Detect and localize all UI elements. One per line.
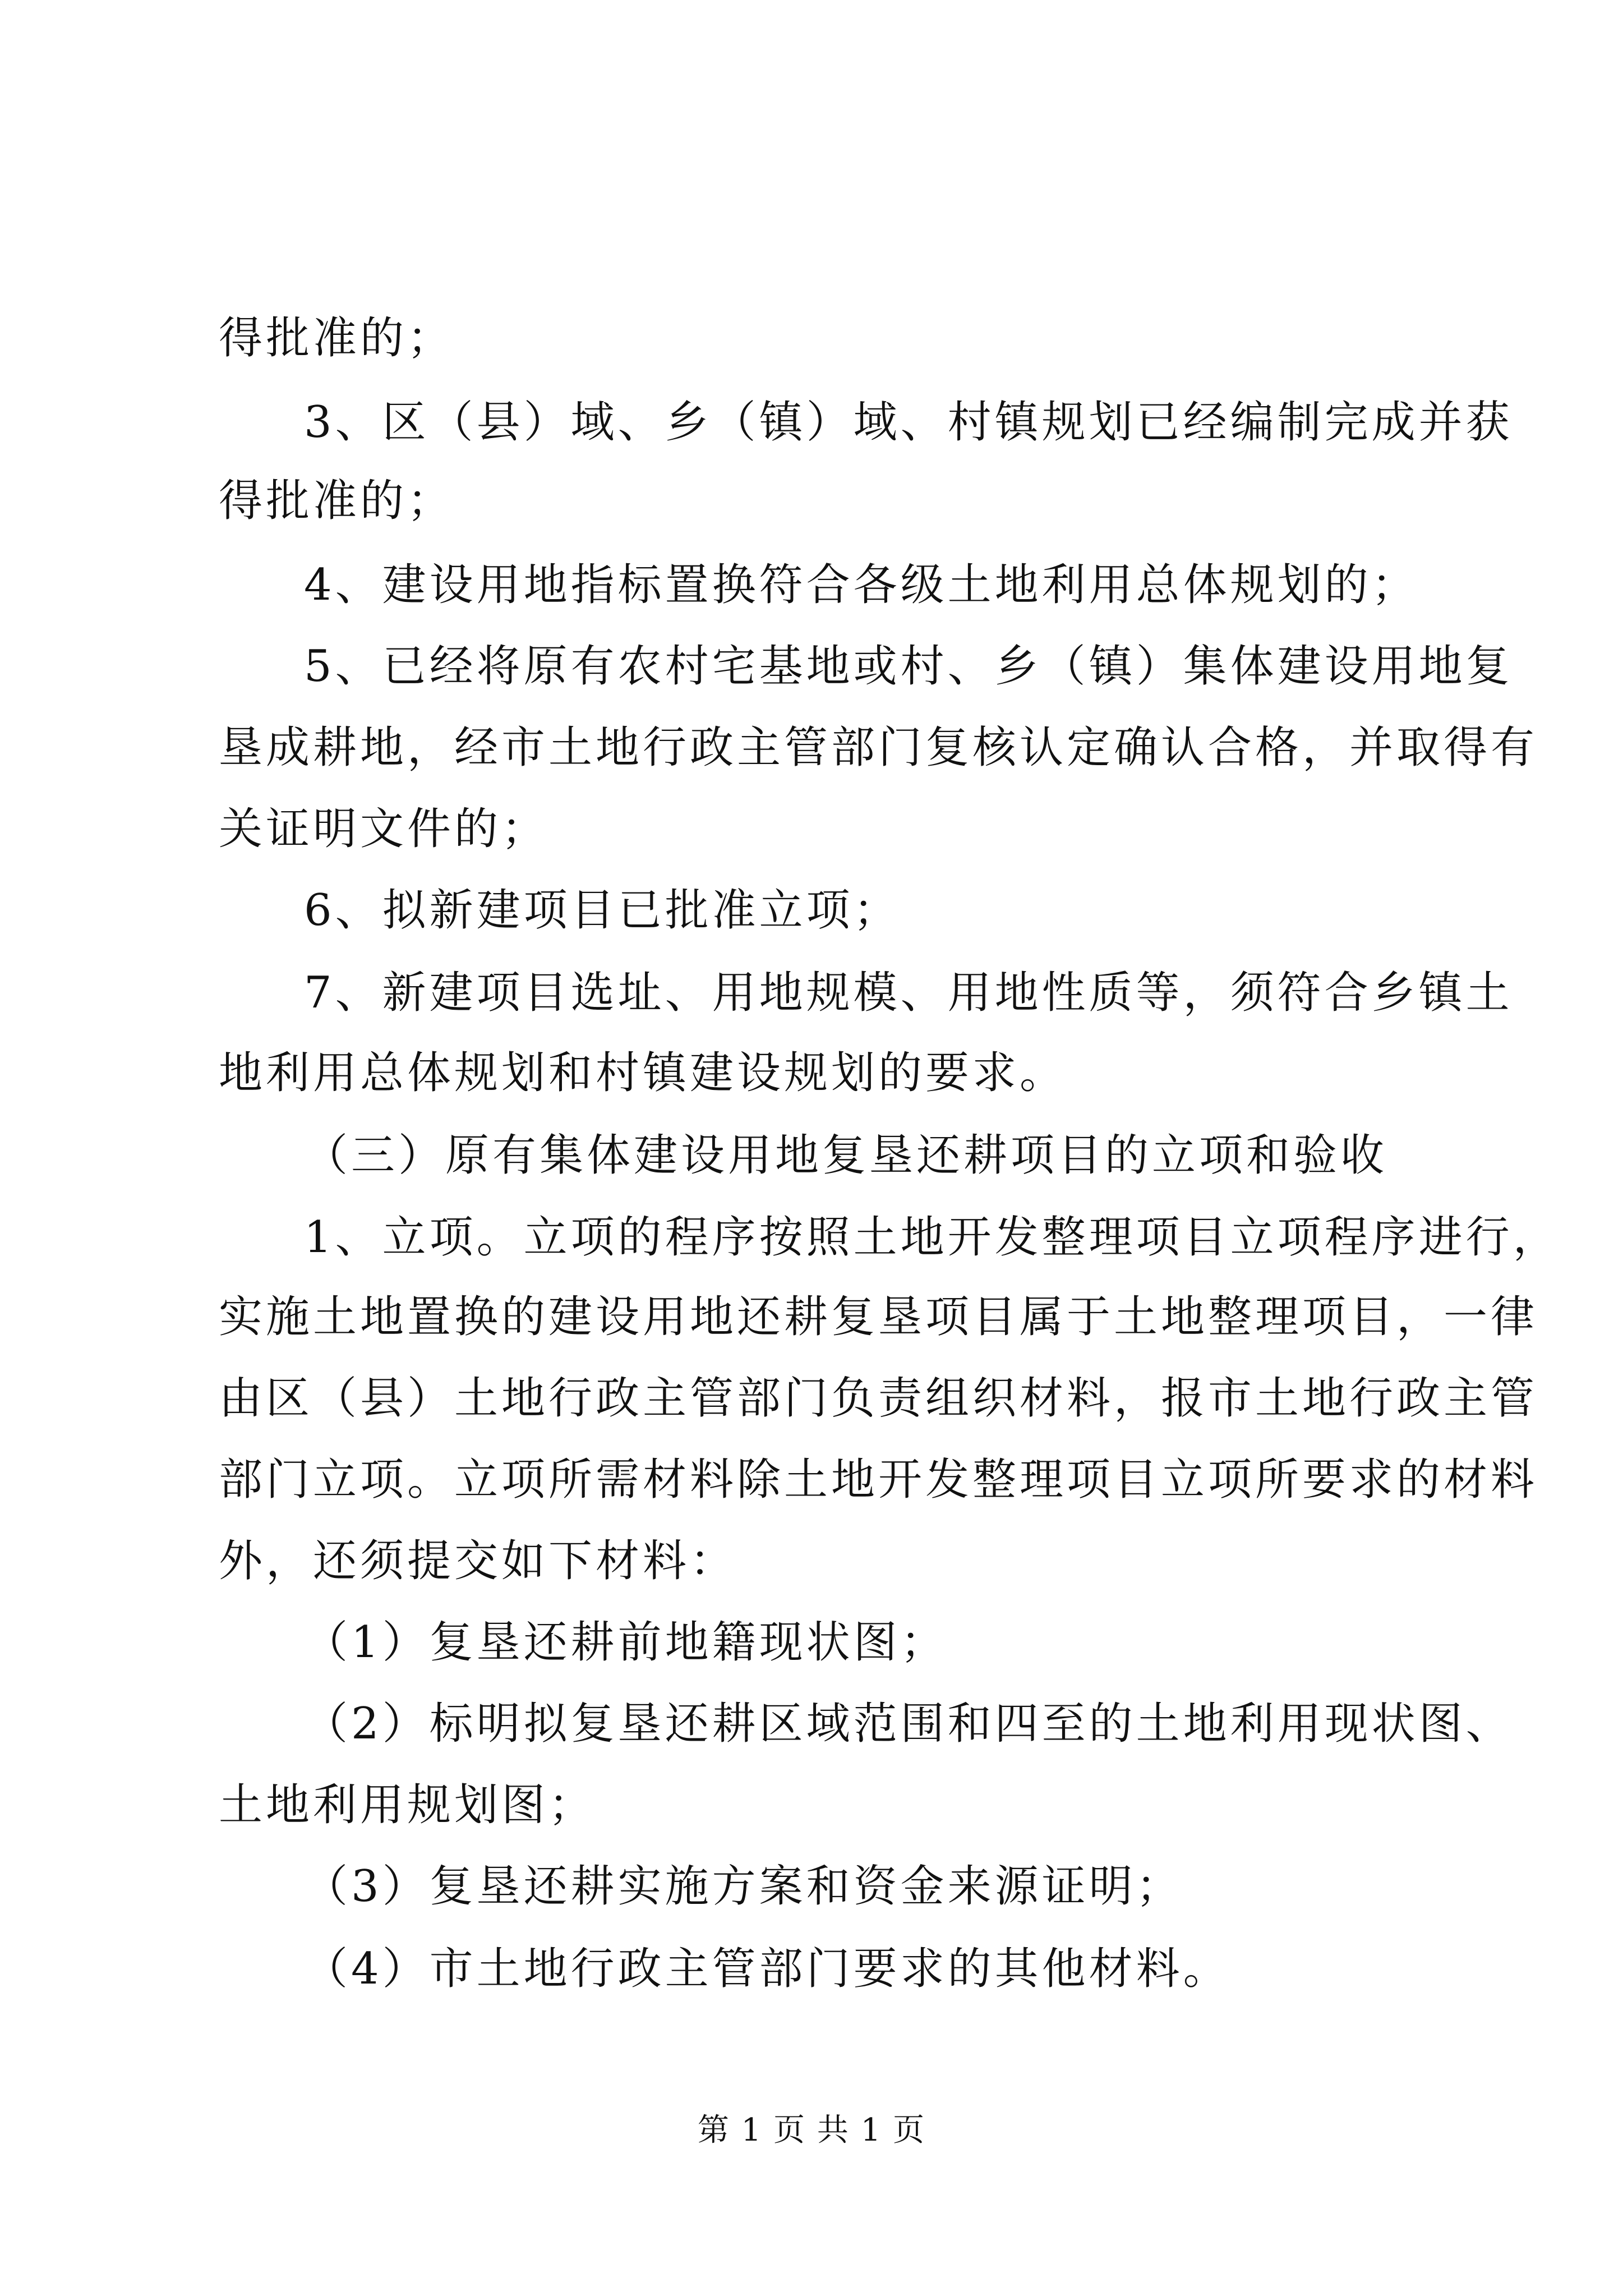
list-item: （3）复垦还耕实施方案和资金来源证明； (304, 1861, 1183, 1912)
text-line: 得批准的； (219, 313, 455, 364)
text-line: 外，还须提交如下材料： (219, 1536, 737, 1586)
text-line: 由区（县）土地行政主管部门负责组织材料，报市土地行政主管 (219, 1373, 1538, 1424)
text-line: 1、立项。立项的程序按照土地开发整理项目立项程序进行， (304, 1212, 1560, 1263)
text-line: 关证明文件的； (219, 804, 549, 854)
list-item: （2）标明拟复垦还耕区域范围和四至的土地利用现状图、 (304, 1699, 1513, 1749)
text-line: 土地利用规划图； (219, 1780, 596, 1830)
text-line: 地利用总体规划和村镇建设规划的要求。 (219, 1048, 1067, 1098)
text-line: 实施土地置换的建设用地还耕复垦项目属于土地整理项目，一律 (219, 1292, 1538, 1342)
text-line: 7、新建项目选址、用地规模、用地性质等，须符合乡镇土 (304, 968, 1513, 1018)
page-footer: 第 1 页 共 1 页 (697, 2112, 926, 2148)
text-line: 部门立项。立项所需材料除土地开发整理项目立项所要求的材料 (219, 1455, 1538, 1505)
text-line: 6、拟新建项目已批准立项； (304, 885, 901, 936)
list-item: （4）市土地行政主管部门要求的其他材料。 (304, 1944, 1230, 1994)
text-line: 4、建设用地指标置换符合各级土地利用总体规划的； (304, 560, 1419, 610)
text-line: 5、已经将原有农村宅基地或村、乡（镇）集体建设用地复 (304, 641, 1513, 692)
list-item: （1）复垦还耕前地籍现状图； (304, 1617, 948, 1668)
text-line: 得批准的； (219, 476, 455, 526)
text-line: 垦成耕地，经市土地行政主管部门复核认定确认合格，并取得有 (219, 723, 1538, 773)
section-heading: （三）原有集体建设用地复垦还耕项目的立项和验收 (304, 1130, 1388, 1181)
text-line: 3、区（县）域、乡（镇）域、村镇规划已经编制完成并获 (304, 397, 1513, 448)
